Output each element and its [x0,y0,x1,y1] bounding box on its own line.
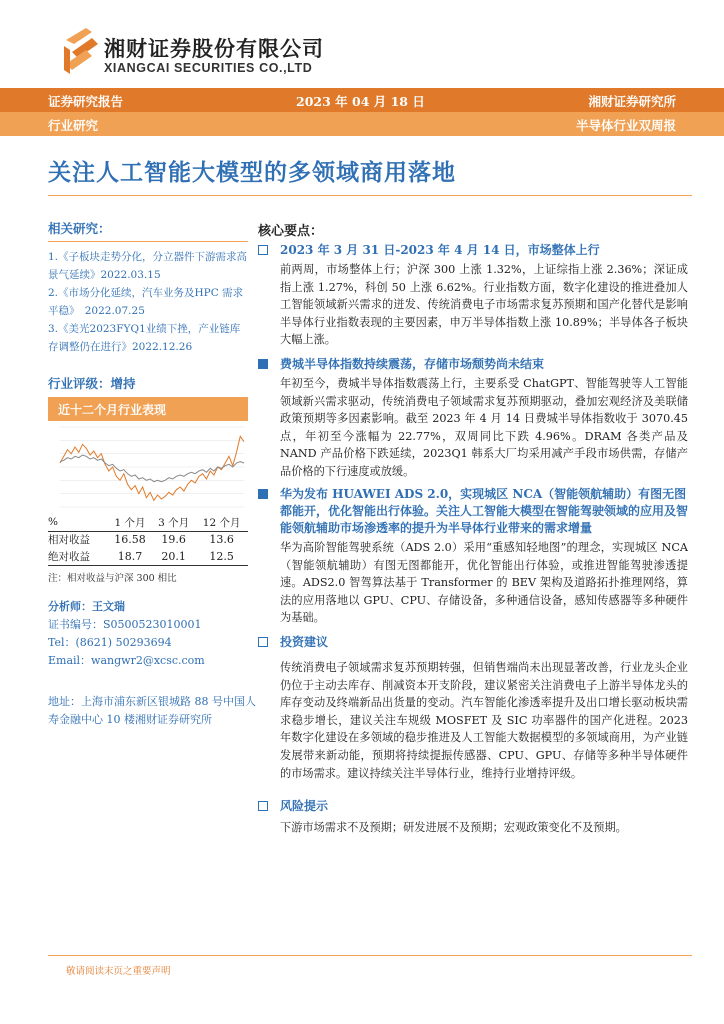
industry-rating: 行业评级：增持 [48,376,136,391]
section-risk [258,798,688,837]
section-heading-text: 华为发布 HUAWEI ADS 2.0，实现城区 NCA（智能领航辅助）有图无图都能开，优化智能出行体验。关注人工智能大模型在智能驾驶领域的应用及智能领航辅助市场渗透率的提升为半导体行业带来的需求增量 [280,487,689,535]
related-link-1[interactable]: 1.《子板块走势分化，分立器件下游需求高景气延续》2022.03.15 [48,251,248,281]
cell-value: 13.6 [209,533,234,547]
company-logo-icon [62,26,102,78]
institute-name: 湘财证券研究所 [588,94,676,109]
section-heading-text: 风险提示 [280,799,329,813]
section-heading [258,356,688,373]
bullet-square-icon [258,801,268,811]
bullet-square-icon [258,359,268,369]
table-row [48,548,248,565]
report-date: 2023 年 04 月 18 日 [296,94,425,109]
title-divider [48,195,692,196]
related-research [48,219,248,356]
report-series: 半导体行业双周报 [575,118,676,133]
perf-table-header [48,514,248,531]
perf-chart [48,421,248,513]
perf-table [48,514,248,566]
section-body: 前两周，市场整体上行；沪深 300 上涨 1.32%，上证综指上涨 2.36%；深证成指上涨 1.27%，科创 50 上涨 6.62%。行业指数方面，数字化建设的推进叠加人工智能领域新兴需求的迸发、传统消费电子市场需求复苏预期和国产化替代是影响半导体行业指数表现的主要因素，申万半导体指数上涨 10.89%；半导体各子板块大幅上涨。 [280,263,688,347]
section-heading-text: 投资建议 [280,635,329,649]
analyst-cert: 证书编号：S0500523010001 [48,618,202,631]
brand-name-en: XIANGCAI SECURITIES CO.,LTD [104,61,313,75]
section-invest [258,634,688,782]
analyst-tel: Tel：(8621) 50293694 [48,636,172,649]
section-huawei [258,486,688,627]
cell-value: 20.1 [161,549,186,563]
header-band-bottom [0,112,724,136]
section-heading [258,634,688,651]
analyst-email[interactable]: Email：wangwr2@xcsc.com [48,654,205,667]
perf-header-1m: 1 个月 [114,516,146,529]
series-line-1 [60,455,244,482]
cell-value: 18.7 [117,549,143,563]
table-row [48,531,248,548]
header-band-top [0,88,724,112]
report-type: 证券研究报告 [48,94,124,109]
report-category: 行业研究 [48,118,99,133]
section-heading [258,798,688,815]
related-divider [48,241,248,242]
bullet-square-icon [258,489,268,499]
footer-disclaimer[interactable]: 敬请阅读末页之重要声明 [66,966,171,977]
table-note: 注：相对收益与沪深 300 相比 [48,573,177,584]
bullet-square-icon [258,637,268,647]
perf-header-unit: % [48,516,58,529]
section-body: 下游市场需求不及预期；研发进展不及预期；宏观政策变化不及预期。 [280,821,627,834]
cell-value: 19.6 [161,533,186,547]
section-body: 年初至今，费城半导体指数震荡上行，主要系受 ChatGPT、智能驾驶等人工智能领域新兴需求驱动，传统消费电子领域需求复苏预期驱动，叠加宏观经济及美联储政策预期等多因素影响。截至 2023 年 4 月 14 日费城半导体指数收于 3070.45 点，年初至今涨幅为 22.77%，双周同比下跌 4.96%。DRAM 各类产品及 NAND 产品价格下跌延续，2023Q1 韩系大厂均采用减产手段市场供需，存储产品价格的下行速度或放缓。 [280,377,688,478]
section-heading-text: 费城半导体指数持续震荡，存储市场颓势尚未结束 [280,357,545,371]
section-market [258,242,688,349]
address: 地址：上海市浦东新区银城路 88 号中国人寿金融中心 10 楼湘财证券研究所 [48,695,256,726]
brand-name-cn: 湘财证券股份有限公司 [104,37,324,61]
section-heading [258,242,688,259]
row-label: 相对收益 [48,534,90,547]
row-label: 绝对收益 [48,550,90,563]
section-sox [258,356,688,481]
analyst-info [48,598,258,670]
page-title: 关注人工智能大模型的多领域商用落地 [48,160,456,186]
perf-chart-title: 近十二个月行业表现 [48,397,248,421]
section-heading-text: 2023 年 3 月 31 日-2023 年 4 月 14 日，市场整体上行 [280,243,600,257]
related-link-3[interactable]: 3.《美光2023FYQ1业绩下挫，产业链库存调整仍在进行》2022.12.26 [48,323,241,353]
section-body: 传统消费电子领域需求复苏预期转强，但销售端尚未出现显著改善，行业龙头企业仍位于主动去库存、削减资本开支阶段，建议紧密关注消费电子上游半导体龙头的库存变动及终端新品出货量的变动。汽车智能化渗透率提升及出口增长驱动板块需求稳步增长，建议关注车规级 MOSFET 及 SIC 功率器件的国产化进程。2023 年数字化建设在多领域的稳步推进及人工智能大数据模型的多领域商用，为产业链发展带来新动能，预期将持续提振传感器、CPU、GPU、存储等多种半导体硬件的市场需求。建议持续关注半导体行业，维持行业增持评级。 [280,661,688,780]
core-heading: 核心要点： [258,224,324,239]
bullet-square-icon [258,245,268,255]
industry-rating-block [48,374,248,392]
perf-header-3m: 3 个月 [158,516,190,529]
cell-value: 16.58 [114,533,146,547]
footer-divider [48,955,692,956]
section-body: 华为高阶智能驾驶系统（ADS 2.0）采用“重感知轻地图”的理念，实现城区 NCA（智能领航辅助）有图无图都能开，优化智能出行体验，或推进智能驾驶渗透提速。ADS2.0 智驾算法基于 Transformer 的 BEV 架构及道路拓扑推理网络，算法的应用落地以 GPU、CPU、存储设备，多种通信设备，感知传感器等多种硬件为基础。 [280,541,688,625]
cell-value: 12.5 [209,549,234,563]
analyst-name: 分析师：王文瑞 [48,600,125,613]
section-heading [258,486,688,537]
perf-header-12m: 12 个月 [202,516,241,529]
related-heading: 相关研究： [48,221,111,236]
related-link-2[interactable]: 2.《市场分化延续，汽车业务及HPC 需求平稳》 2022.07.25 [48,287,244,317]
